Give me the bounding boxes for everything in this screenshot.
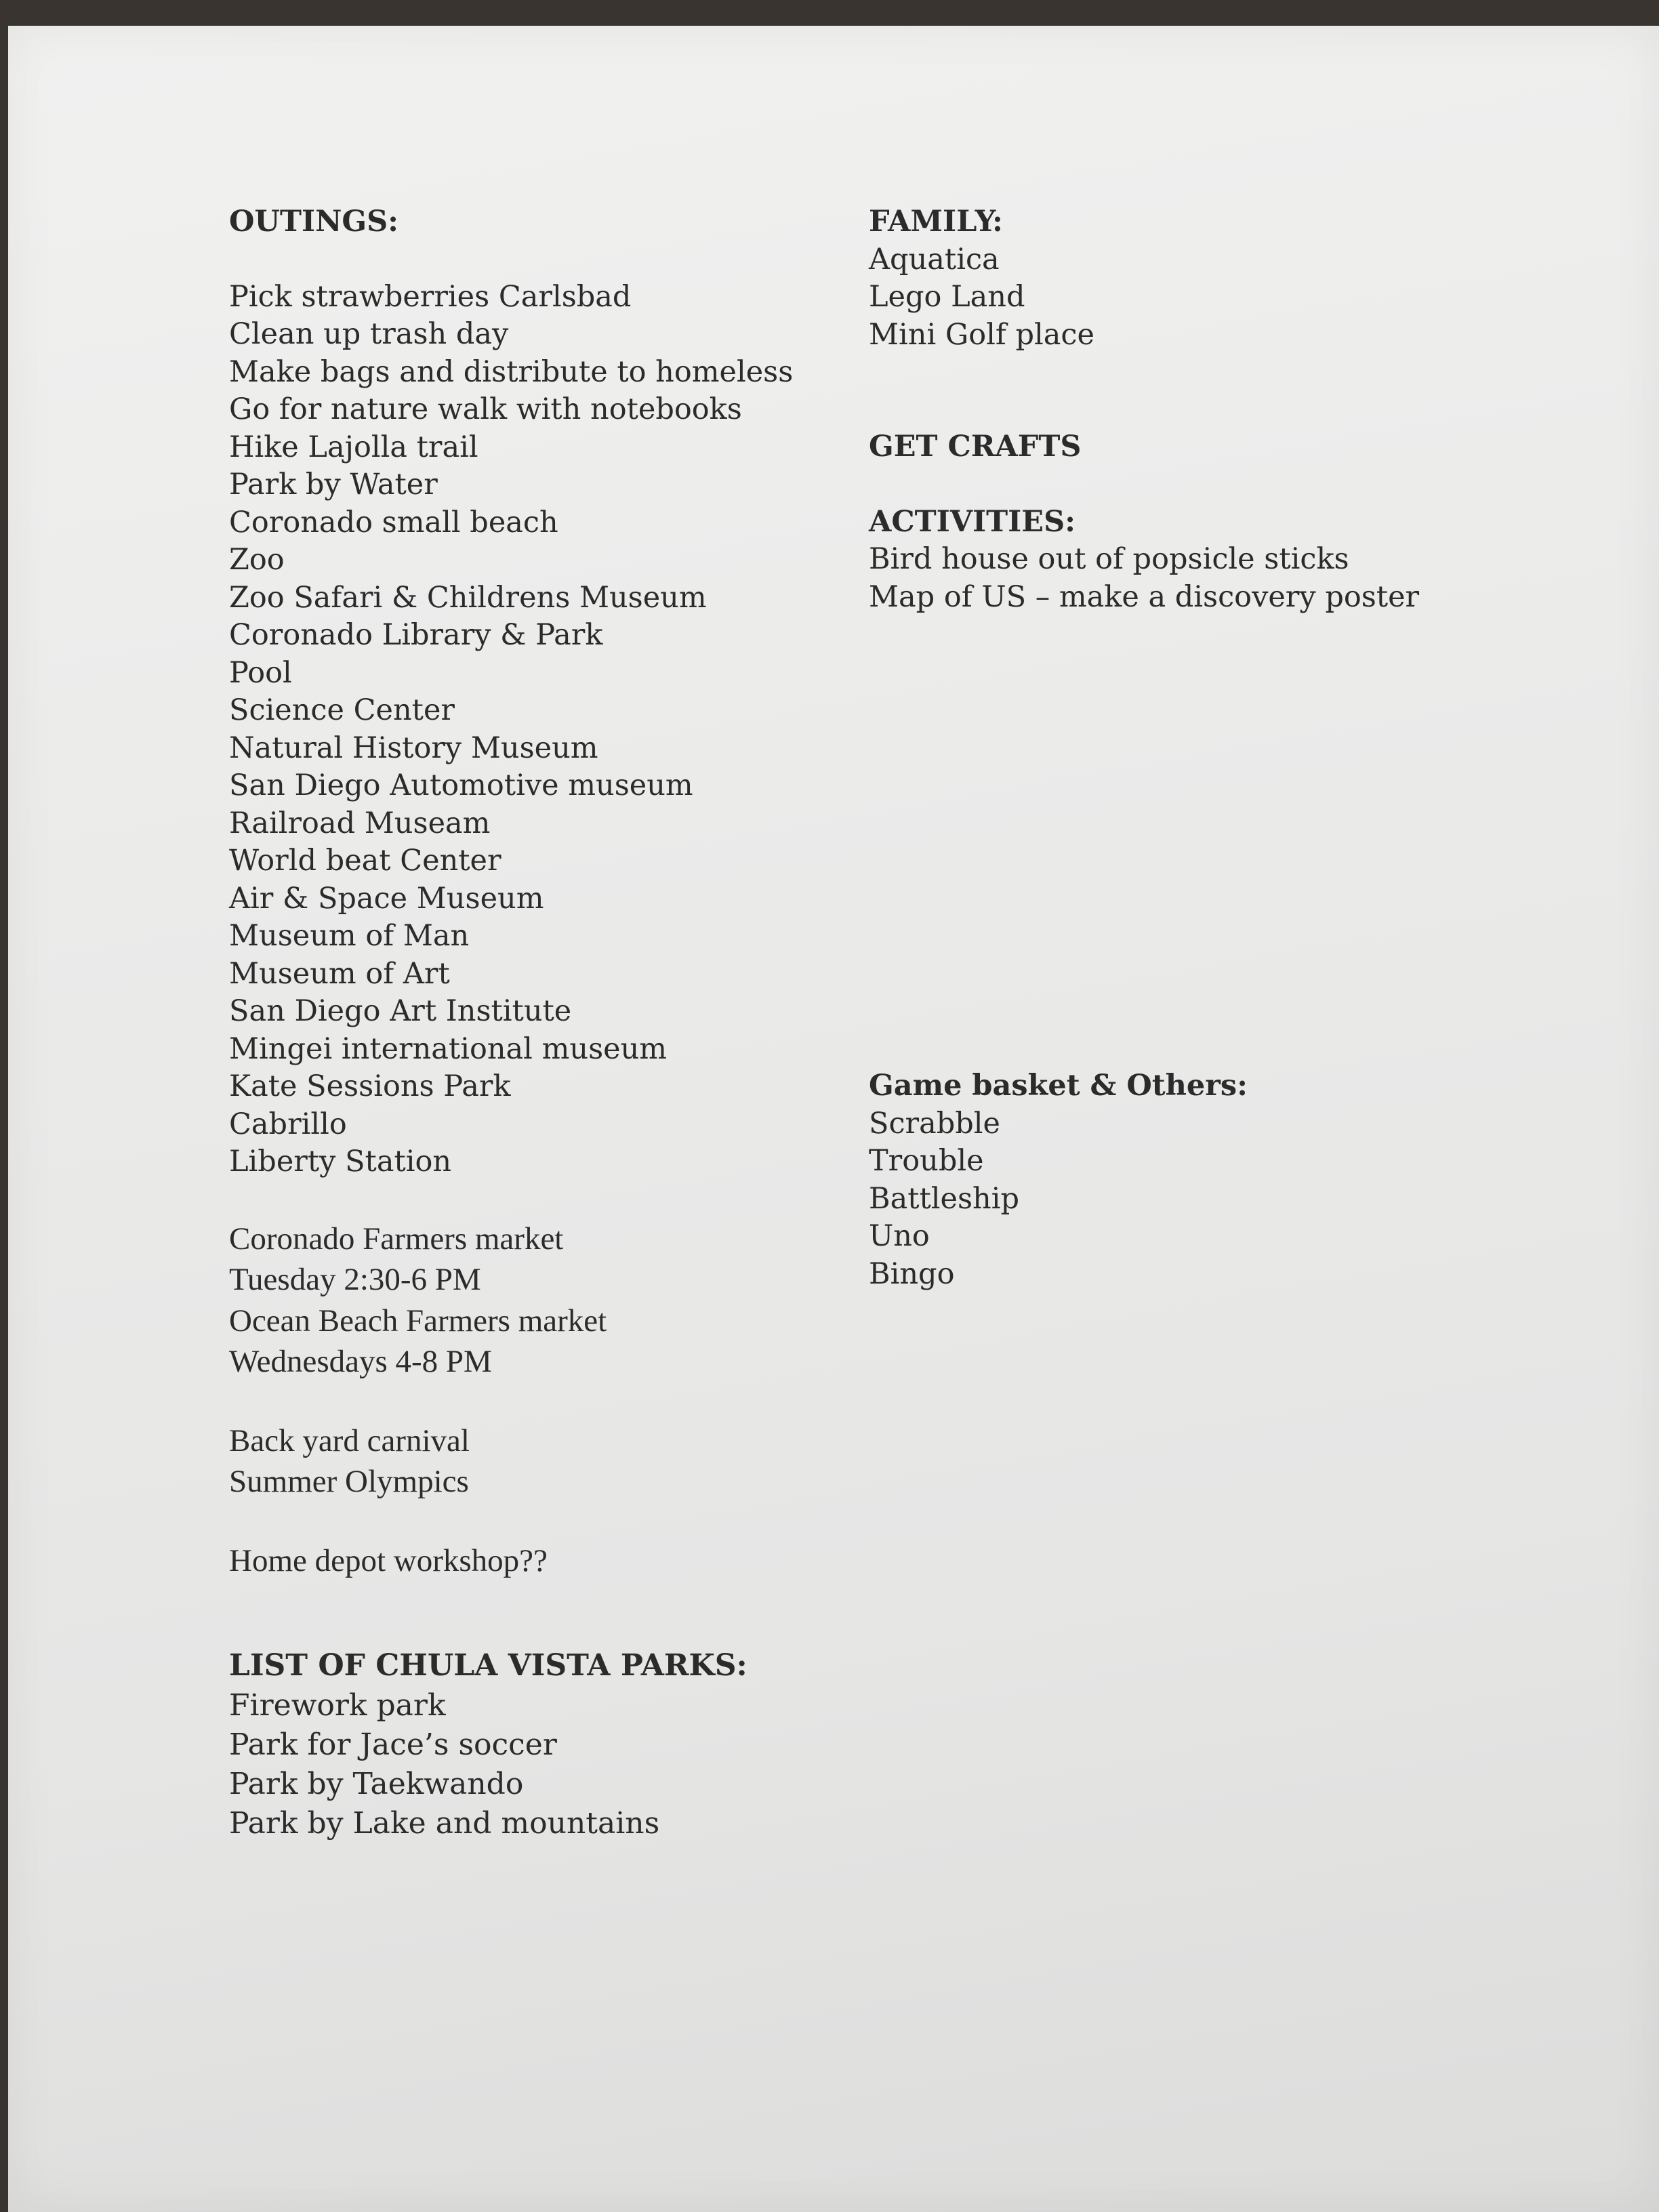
list-item: Mingei international museum <box>229 1031 668 1066</box>
right-column <box>869 203 1547 1293</box>
list-item: Clean up trash day <box>229 317 509 351</box>
list-item: Museum of Art <box>229 956 450 991</box>
games-heading: Game basket & Others: <box>869 1069 1248 1103</box>
list-item: Mini Golf place <box>869 317 1094 352</box>
list-item: Park for Jace’s soccer <box>229 1727 557 1762</box>
list-item: Firework park <box>229 1688 446 1723</box>
list-item: Zoo <box>229 543 285 577</box>
list-item: Make bags and distribute to homeless <box>229 354 794 389</box>
games-list <box>869 1105 1547 1294</box>
activities-list <box>869 541 1547 616</box>
list-item: Go for nature walk with notebooks <box>229 392 742 426</box>
market-line: Coronado Farmers market <box>229 1221 564 1256</box>
list-item: Science Center <box>229 693 455 727</box>
list-item: World beat Center <box>229 844 501 878</box>
list-item: Museum of Man <box>229 919 470 953</box>
list-item: San Diego Art Institute <box>229 994 572 1028</box>
list-item: Natural History Museum <box>229 731 598 765</box>
list-item: Lego Land <box>869 280 1025 314</box>
list-item: Air & Space Museum <box>229 881 544 916</box>
list-item: Scrabble <box>869 1106 1000 1141</box>
list-item: Aquatica <box>869 242 1000 276</box>
list-item: Park by Water <box>229 468 438 501</box>
list-item: Pick strawberries Carlsbad <box>229 279 632 314</box>
list-item: Railroad Museam <box>229 806 491 840</box>
list-item: Pool <box>229 655 292 690</box>
outings-heading: OUTINGS: <box>229 205 399 239</box>
market-line: Ocean Beach Farmers market <box>229 1303 607 1338</box>
family-heading: FAMILY: <box>869 205 1003 239</box>
list-item: San Diego Automotive museum <box>229 769 693 802</box>
parks-heading: LIST OF CHULA VISTA PARKS: <box>229 1648 747 1683</box>
list-item: Zoo Safari & Childrens Museum <box>229 580 707 615</box>
family-list <box>869 241 1547 354</box>
list-item: Coronado Library & Park <box>229 618 603 652</box>
outings-list <box>229 279 839 1181</box>
list-item: Park by Lake and mountains <box>229 1806 660 1841</box>
parks-list <box>229 1686 839 1843</box>
list-item: Liberty Station <box>229 1145 452 1179</box>
event-line: Back yard carnival <box>229 1422 470 1458</box>
workshop-line: Home depot workshop?? <box>229 1542 548 1578</box>
events-list <box>229 1420 839 1502</box>
market-line: Wednesdays 4-8 PM <box>229 1344 492 1379</box>
list-item: Park by Taekwando <box>229 1767 524 1801</box>
list-item: Bingo <box>869 1256 955 1291</box>
market-line: Tuesday 2:30-6 PM <box>229 1262 481 1297</box>
event-line: Summer Olympics <box>229 1464 469 1499</box>
list-item: Uno <box>869 1219 930 1253</box>
farmers-markets <box>229 1218 839 1382</box>
list-item: Kate Sessions Park <box>229 1069 511 1103</box>
activities-heading: ACTIVITIES: <box>869 504 1076 539</box>
list-item: Battleship <box>869 1181 1020 1216</box>
list-item: Cabrillo <box>229 1107 347 1141</box>
list-item: Bird house out of popsicle sticks <box>869 542 1349 576</box>
list-item: Trouble <box>869 1144 984 1178</box>
crafts-heading: GET CRAFTS <box>869 430 1082 464</box>
list-item: Coronado small beach <box>229 505 558 539</box>
left-column <box>229 203 839 1843</box>
list-item: Hike Lajolla trail <box>229 430 478 464</box>
list-item: Map of US – make a discovery poster <box>869 579 1420 614</box>
